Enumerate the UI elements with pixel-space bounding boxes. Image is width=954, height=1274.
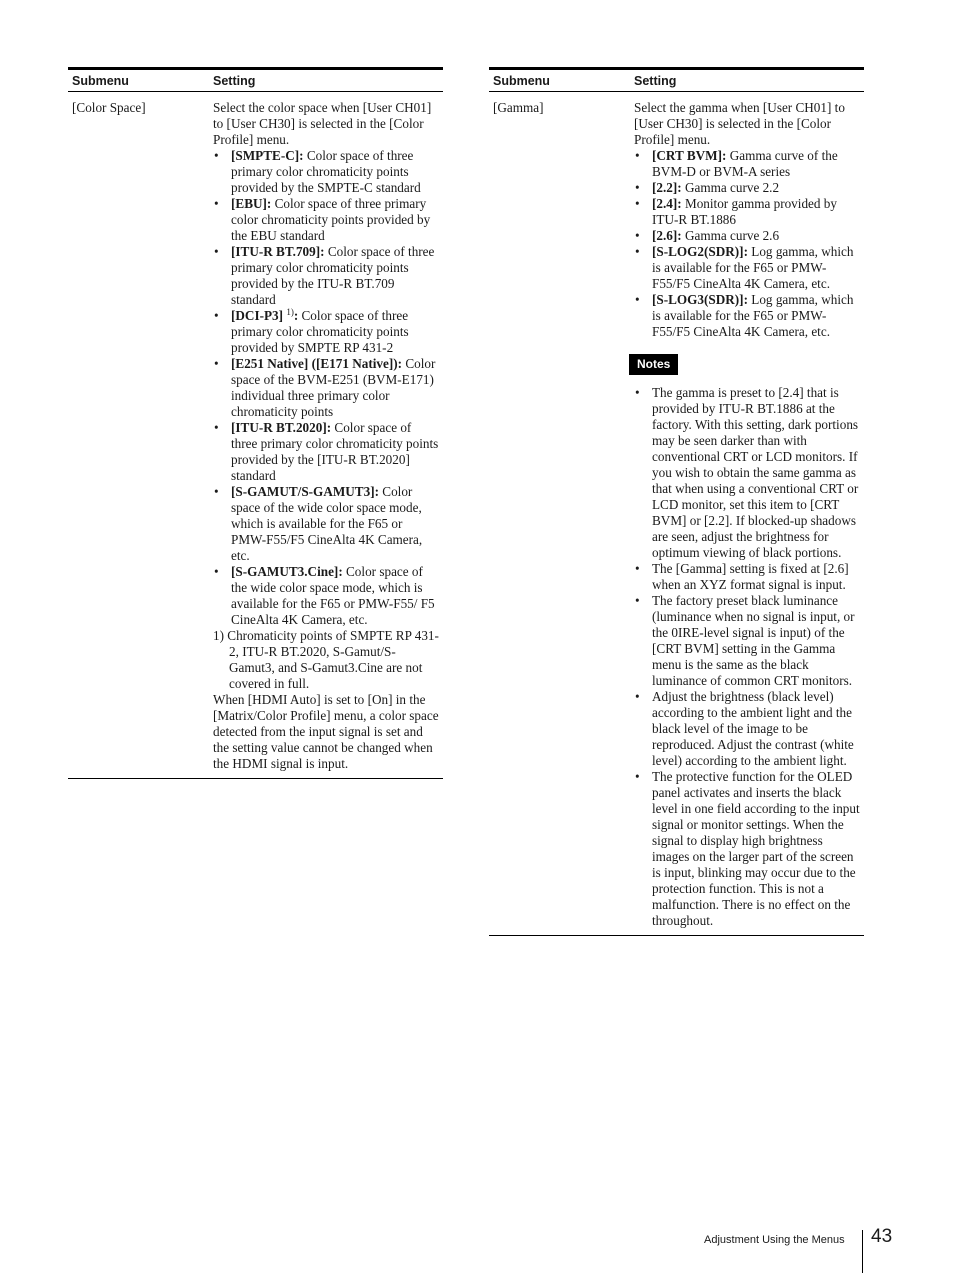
list-item: • [E251 Native] ([E171 Native]): Color space of the BVM-E251 (BVM-E171) individual three primary color chromaticity points (231, 356, 439, 420)
table-row (489, 92, 864, 936)
option-list (213, 148, 439, 628)
setting-intro: Select the gamma when [User CH01] to [User CH30] is selected in the [Color Profile] menu. (634, 100, 845, 147)
note-item: • Adjust the brightness (black level) according to the ambient light and the black level of the image to be reproduced. Adjust the contrast (white level) according to the ambient light. (652, 689, 860, 769)
setting-cell (209, 92, 443, 779)
color-space-table (68, 67, 443, 779)
option-list (634, 148, 860, 340)
hdmi-note: When [HDMI Auto] is set to [On] in the [Matrix/Color Profile] menu, a color space detected from the input signal is set and the setting value cannot be changed when the HDMI signal is input. (213, 692, 439, 771)
list-item: • [ITU-R BT.709]: Color space of three primary color chromaticity points provided by the ITU-R BT.709 standard (231, 244, 439, 308)
setting-header: Setting (209, 69, 443, 92)
notes-badge: Notes (629, 354, 678, 375)
footnote-ref: 1) (286, 307, 294, 317)
footnote: 1) Chromaticity points of SMPTE RP 431-2, ITU-R BT.2020, S-Gamut/S-Gamut3, and S-Gamut3.Cine are not covered in full. (213, 628, 439, 691)
footer-divider (862, 1230, 863, 1273)
submenu-cell: [Gamma] (493, 100, 544, 115)
table-row (68, 92, 443, 779)
page-number: 43 (871, 1226, 893, 1247)
setting-intro: Select the color space when [User CH01] to [User CH30] is selected in the [Color Profile] menu. (213, 100, 432, 147)
footer-section-label: Adjustment Using the Menus (704, 1234, 845, 1246)
color-space-table-container (68, 67, 443, 779)
list-item: • [ITU-R BT.2020]: Color space of three primary color chromaticity points provided by the [ITU-R BT.2020] standard (231, 420, 439, 484)
list-item: • [DCI-P3] $^{1)}$: Color space of three primary color chromaticity points provided by SMPTE RP 431-2 (231, 308, 439, 356)
note-item: • The factory preset black luminance (luminance when no signal is input, or the 0IRE-level signal is input) of the [CRT BVM] setting in the Gamma menu is the same as the black luminance of common CRT monitors. (652, 593, 860, 689)
list-item: • [S-GAMUT3.Cine]: Color space of the wide color space mode, which is available for the F65 or PMW-F55/ F5 CineAlta 4K Camera, etc. (231, 564, 439, 628)
list-item: • [2.4]: Monitor gamma provided by ITU-R BT.1886 (652, 196, 860, 228)
gamma-table (489, 67, 864, 936)
list-item: • [2.2]: Gamma curve 2.2 (652, 180, 860, 196)
note-item: • The gamma is preset to [2.4] that is provided by ITU-R BT.1886 at the factory. With this setting, dark portions may be seen darker than with conventional CRT or LCD monitors. If you wish to obtain the same gamma as that when using a conventional CRT or LCD monitor, set this item to [CRT BVM] or [2.2]. If blocked-up shadows are seen, adjust the brightness for optimum viewing of black portions. (652, 385, 860, 561)
list-item: • [CRT BVM]: Gamma curve of the BVM-D or BVM-A series (652, 148, 860, 180)
setting-header: Setting (630, 69, 864, 92)
list-item: • [S-LOG3(SDR)]: Log gamma, which is available for the F65 or PMW-F55/F5 CineAlta 4K Camera, etc. (652, 292, 860, 340)
list-item: • [SMPTE-C]: Color space of three primary color chromaticity points provided by the SMPTE-C standard (231, 148, 439, 196)
setting-cell (630, 92, 864, 936)
note-item: • The protective function for the OLED panel activates and inserts the black level in one field according to the input signal or monitor settings. When the signal to display high brightness images on the larger part of the screen is input, blinking may occur due to the protection function. This is not a malfunction. There is no effect on the throughout. (652, 769, 860, 929)
submenu-header: Submenu (68, 69, 209, 92)
list-item: • [S-LOG2(SDR)]: Log gamma, which is available for the F65 or PMW-F55/F5 CineAlta 4K Camera, etc. (652, 244, 860, 292)
list-item: • [S-GAMUT/S-GAMUT3]: Color space of the wide color space mode, which is available for the F65 or PMW-F55/F5 CineAlta 4K Camera, etc. (231, 484, 439, 564)
list-item: • [2.6]: Gamma curve 2.6 (652, 228, 860, 244)
gamma-table-container (489, 67, 864, 936)
note-item: • The [Gamma] setting is fixed at [2.6] when an XYZ format signal is input. (652, 561, 860, 593)
list-item: • [EBU]: Color space of three primary color chromaticity points provided by the EBU standard (231, 196, 439, 244)
submenu-cell: [Color Space] (72, 100, 146, 115)
notes-list (634, 385, 860, 929)
submenu-header: Submenu (489, 69, 630, 92)
